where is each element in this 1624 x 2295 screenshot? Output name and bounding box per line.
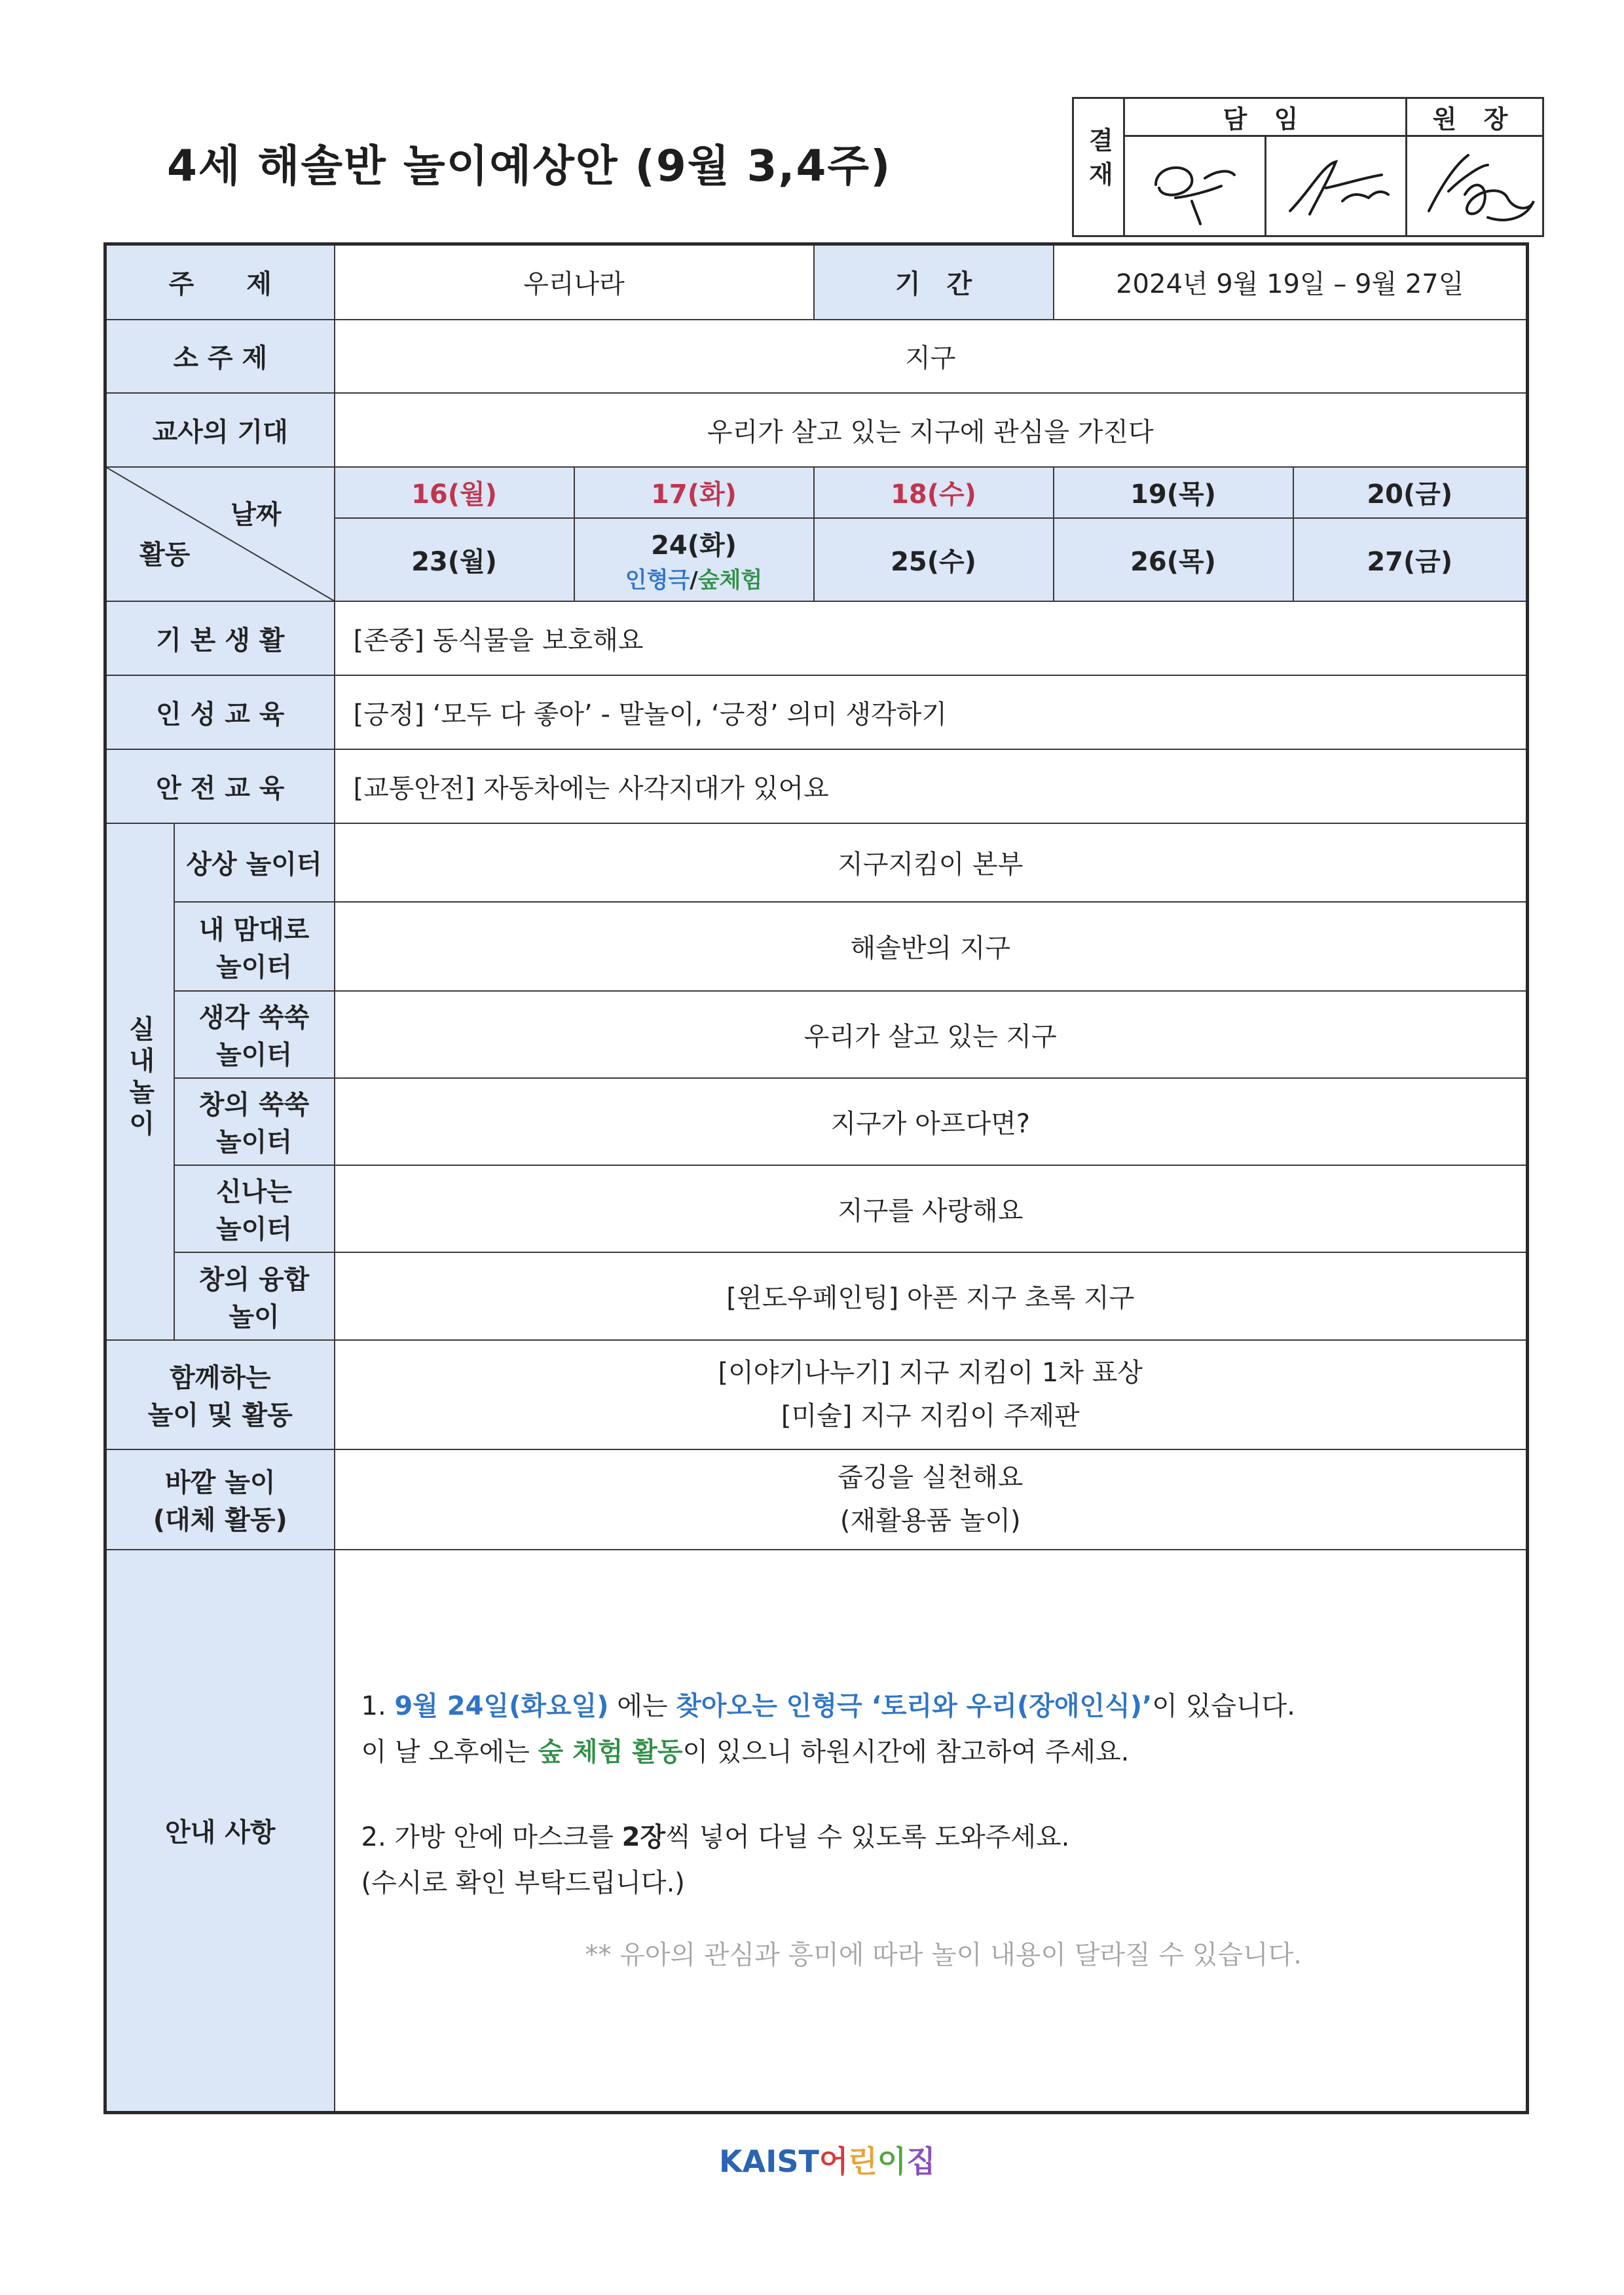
week4-day-2 (574, 518, 814, 601)
outdoor-label-line1: 바깥 놀이 (165, 1468, 276, 1498)
n1b-event: 숲 체험 활동 (538, 1736, 683, 1767)
indoor-content-5: 지구를 사랑해요 (335, 1165, 1528, 1252)
period-value: 2024년 9월 19일 – 9월 27일 (1054, 244, 1528, 320)
indoor-area-3 (174, 991, 335, 1078)
week3-day-3 (814, 467, 1054, 518)
week4-day-4: 26(목) (1054, 518, 1293, 601)
teacher-signature-2 (1266, 136, 1407, 236)
outdoor-value (335, 1449, 1528, 1550)
indoor-area-1 (174, 823, 335, 902)
approval-label (1073, 98, 1124, 236)
week3-day-3-text: 18(수) (891, 479, 976, 510)
indoor-area-5 (174, 1165, 335, 1252)
together-value (335, 1340, 1528, 1449)
week3-day-2 (574, 467, 814, 518)
signature-2-icon (1270, 139, 1401, 231)
footer-brand: KAIST (719, 2144, 819, 2179)
subtheme-value: 지구 (335, 320, 1528, 393)
teacher-signature-1 (1124, 136, 1266, 236)
n1-event: 찾아오는 인형극 ‘토리와 우리(장애인식)’ (676, 1690, 1153, 1721)
notice-line-1 (361, 1683, 1526, 1729)
outdoor-line2: (재활용품 놀이) (840, 1506, 1021, 1536)
week4-day-3: 25(수) (814, 518, 1054, 601)
outdoor-line1: 줍깅을 실천해요 (838, 1463, 1024, 1493)
indoor-area-4-line1: 창의 쑥쑥 (198, 1090, 310, 1120)
n1b-prefix: 이 날 오후에는 (361, 1736, 538, 1767)
indoor-content-2: 해솔반의 지구 (335, 902, 1528, 991)
indoor-label-text: 실내놀이 (124, 1015, 155, 1141)
teacher-header: 담 임 (1124, 98, 1407, 136)
n1-mid: 에는 (608, 1690, 676, 1721)
safety-label: 안 전 교 육 (105, 749, 335, 823)
indoor-area-1-line1: 상상 놀이터 (186, 849, 322, 880)
director-header: 원 장 (1407, 98, 1543, 136)
week3-day-2-text: 17(화) (651, 479, 737, 510)
n1-date: 9월 24일(화요일) (394, 1690, 609, 1721)
indoor-area-2-line1: 내 맘대로 (198, 914, 310, 945)
indoor-area-6-line1: 창의 융합 (198, 1264, 310, 1295)
puppet-show-note: 인형극 (625, 567, 690, 593)
indoor-label (105, 823, 174, 1340)
notice-line-2 (361, 1729, 1526, 1775)
note-separator: / (690, 567, 698, 593)
footer-char-2: 린 (848, 2144, 877, 2179)
theme-label: 주 제 (105, 244, 335, 320)
together-label (105, 1340, 335, 1449)
footer-char-4: 집 (906, 2144, 936, 2179)
week3-day-4-text: 19(목) (1130, 479, 1216, 510)
expectation-label: 교사의 기대 (105, 393, 335, 467)
week3-day-4 (1054, 467, 1293, 518)
indoor-area-2 (174, 902, 335, 991)
indoor-area-5-line1: 신나는 (216, 1177, 292, 1207)
indoor-area-5-line2: 놀이터 (216, 1214, 292, 1244)
subtheme-label: 소 주 제 (105, 320, 335, 393)
week4-day-1: 23(월) (335, 518, 574, 601)
director-signature (1407, 136, 1543, 236)
character-label: 인 성 교 육 (105, 675, 335, 749)
outdoor-label-line2: (대체 활동) (153, 1505, 287, 1535)
together-label-line2: 놀이 및 활동 (147, 1400, 293, 1430)
notice-spacer-2 (361, 1906, 1526, 1932)
expectation-value: 우리가 살고 있는 지구에 관심을 가진다 (335, 393, 1528, 467)
notice-label: 안내 사항 (105, 1550, 335, 2113)
indoor-content-4: 지구가 아프다면? (335, 1078, 1528, 1165)
period-label: 기 간 (814, 244, 1054, 320)
n1b-suffix: 이 있으니 하원시간에 참고하여 주세요. (682, 1736, 1130, 1767)
notice-line-4: (수시로 확인 부탁드립니다.) (361, 1867, 685, 1898)
week3-day-1 (335, 467, 574, 518)
together-line2: [미술] 지구 지킴이 주제판 (781, 1401, 1080, 1431)
signature-3-icon (1409, 139, 1540, 231)
indoor-area-2-line2: 놀이터 (216, 952, 292, 982)
week4-day-2-text: 24(화) (651, 531, 737, 561)
basic-life-label: 기 본 생 활 (105, 601, 335, 675)
week4-day-5: 27(금) (1293, 518, 1528, 601)
together-line1: [이야기나누기] 지구 지킴이 1차 표상 (718, 1358, 1143, 1388)
plan-table (103, 242, 1529, 2114)
n1-prefix: 1. (361, 1690, 395, 1721)
indoor-area-3-line1: 생각 쑥쑥 (198, 1003, 310, 1033)
week3-day-1-text: 16(월) (411, 479, 497, 510)
indoor-content-6: [윈도우페인팅] 아픈 지구 초록 지구 (335, 1252, 1528, 1340)
indoor-area-4-line2: 놀이터 (216, 1127, 292, 1157)
indoor-area-6 (174, 1252, 335, 1340)
footer-char-1: 어 (819, 2144, 849, 2179)
date-activity-header (105, 467, 335, 601)
safety-value: [교통안전] 자동차에는 사각지대가 있어요 (335, 749, 1528, 823)
notice-footnote: ** 유아의 관심과 흥미에 따라 놀이 내용이 달라질 수 있습니다. (585, 1939, 1302, 1970)
indoor-area-3-line2: 놀이터 (216, 1040, 292, 1070)
n2-prefix: 2. 가방 안에 마스크를 (361, 1821, 622, 1852)
basic-life-value: [존중] 동식물을 보호해요 (335, 601, 1528, 675)
week3-day-5-text: 20(금) (1367, 479, 1453, 510)
forest-experience-note: 숲체험 (697, 567, 763, 593)
page-title: 4세 해솔반 놀이예상안 (9월 3,4주) (167, 141, 892, 191)
character-value: [긍정] ‘모두 다 좋아’ - 말놀이, ‘긍정’ 의미 생각하기 (335, 675, 1528, 749)
indoor-area-6-line2: 놀이 (229, 1301, 280, 1332)
together-label-line1: 함께하는 (169, 1363, 271, 1393)
indoor-area-4 (174, 1078, 335, 1165)
indoor-content-3: 우리가 살고 있는 지구 (335, 991, 1528, 1078)
outdoor-label (105, 1449, 335, 1550)
notice-spacer (361, 1775, 1526, 1814)
theme-value: 우리나라 (335, 244, 814, 320)
notice-line-3 (361, 1814, 1526, 1860)
footer-logo (719, 2138, 936, 2181)
date-label: 날짜 (231, 499, 282, 530)
week3-day-5 (1293, 467, 1528, 518)
n1-suffix: 이 있습니다. (1152, 1690, 1295, 1721)
signature-1-icon (1130, 139, 1261, 231)
n2-suffix: 씩 넣어 다닐 수 있도록 도와주세요. (665, 1821, 1070, 1852)
footer-char-3: 이 (877, 2144, 907, 2179)
approval-box (1072, 97, 1544, 237)
n2-bold: 2장 (621, 1821, 666, 1852)
activity-label: 활동 (139, 539, 191, 570)
notice-content (335, 1550, 1528, 2113)
indoor-content-1: 지구지킴이 본부 (335, 823, 1528, 902)
approval-label-text: 결재 (1084, 127, 1113, 196)
